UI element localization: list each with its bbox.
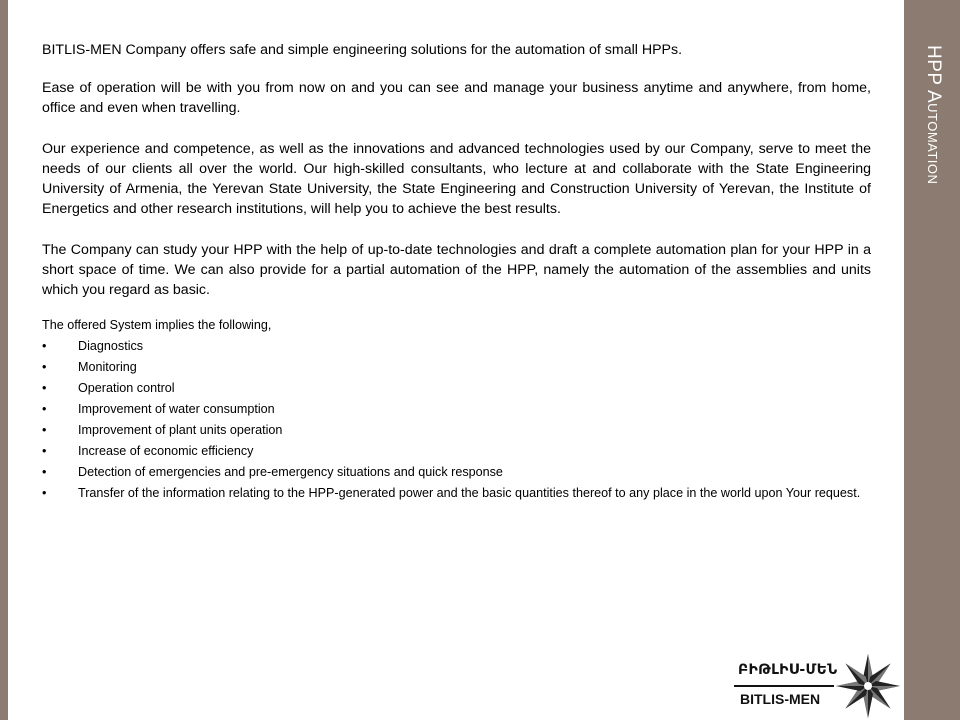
list-item-text: Detection of emergencies and pre-emergency situations and quick response xyxy=(78,465,503,479)
bullet: • xyxy=(42,444,47,458)
list-item xyxy=(42,359,871,376)
experience-paragraph: Our experience and competence, as well as the innovations and advanced technologies used by our Company, serve to meet the needs of our clients all over the world. Our high-skilled consultants, who lecture at and collaborate with the State Engineering University of Armenia, the Yerevan State University, the State Engineering and Construction University of Yerevan, the Institute of Energetics and other research institutions, will help you to achieve the best results. xyxy=(42,141,871,217)
bitlis-men-logo xyxy=(734,652,904,720)
bullet: • xyxy=(42,381,47,395)
list-item-text: Improvement of water consumption xyxy=(78,402,275,416)
eight-point-star-icon xyxy=(834,652,902,720)
bullet: • xyxy=(42,402,47,416)
sidebar-title-container xyxy=(904,45,960,285)
right-sidebar xyxy=(904,0,960,720)
list-item xyxy=(42,464,871,481)
main-content xyxy=(42,40,871,506)
bullet: • xyxy=(42,423,47,437)
ease-of-operation-paragraph: Ease of operation will be with you from now on and you can see and manage your business anytime and anywhere, from home, office and even when travelling. xyxy=(42,80,871,116)
feature-list xyxy=(42,338,871,502)
list-item xyxy=(42,338,871,355)
bullet: • xyxy=(42,486,47,500)
bullet: • xyxy=(42,339,47,353)
list-item-text: Increase of economic efficiency xyxy=(78,444,254,458)
list-item xyxy=(42,401,871,418)
list-item-text: Transfer of the information relating to the HPP-generated power and the basic quantities thereof to any place in the world upon Your request. xyxy=(78,486,861,500)
bullet: • xyxy=(42,360,47,374)
automation-plan-paragraph: The Company can study your HPP with the help of up-to-date technologies and draft a complete automation plan for your HPP in a short space of time. We can also provide for a partial automation of the HPP, namely the automation of the assemblies and units which you regard as basic. xyxy=(42,242,871,298)
logo-armenian-text: ԲԻԹԼԻՍ-ՄԵՆ xyxy=(738,662,838,678)
list-item-text: Monitoring xyxy=(78,360,137,374)
list-item xyxy=(42,443,871,460)
bullet: • xyxy=(42,465,47,479)
logo-latin-text: BITLIS-MEN xyxy=(740,691,821,707)
list-item-text: Operation control xyxy=(78,381,175,395)
list-intro: The offered System implies the following, xyxy=(42,318,272,332)
list-item-text: Diagnostics xyxy=(78,339,144,353)
list-item xyxy=(42,380,871,397)
logo-divider xyxy=(734,685,834,687)
list-item xyxy=(42,485,871,502)
intro-paragraph: BITLIS-MEN Company offers safe and simple engineering solutions for the automation of small HPPs. xyxy=(42,42,683,58)
list-item-text: Improvement of plant units operation xyxy=(78,423,283,437)
left-accent-strip xyxy=(0,0,8,720)
sidebar-title: HPP Automation xyxy=(923,45,944,185)
list-item xyxy=(42,422,871,439)
